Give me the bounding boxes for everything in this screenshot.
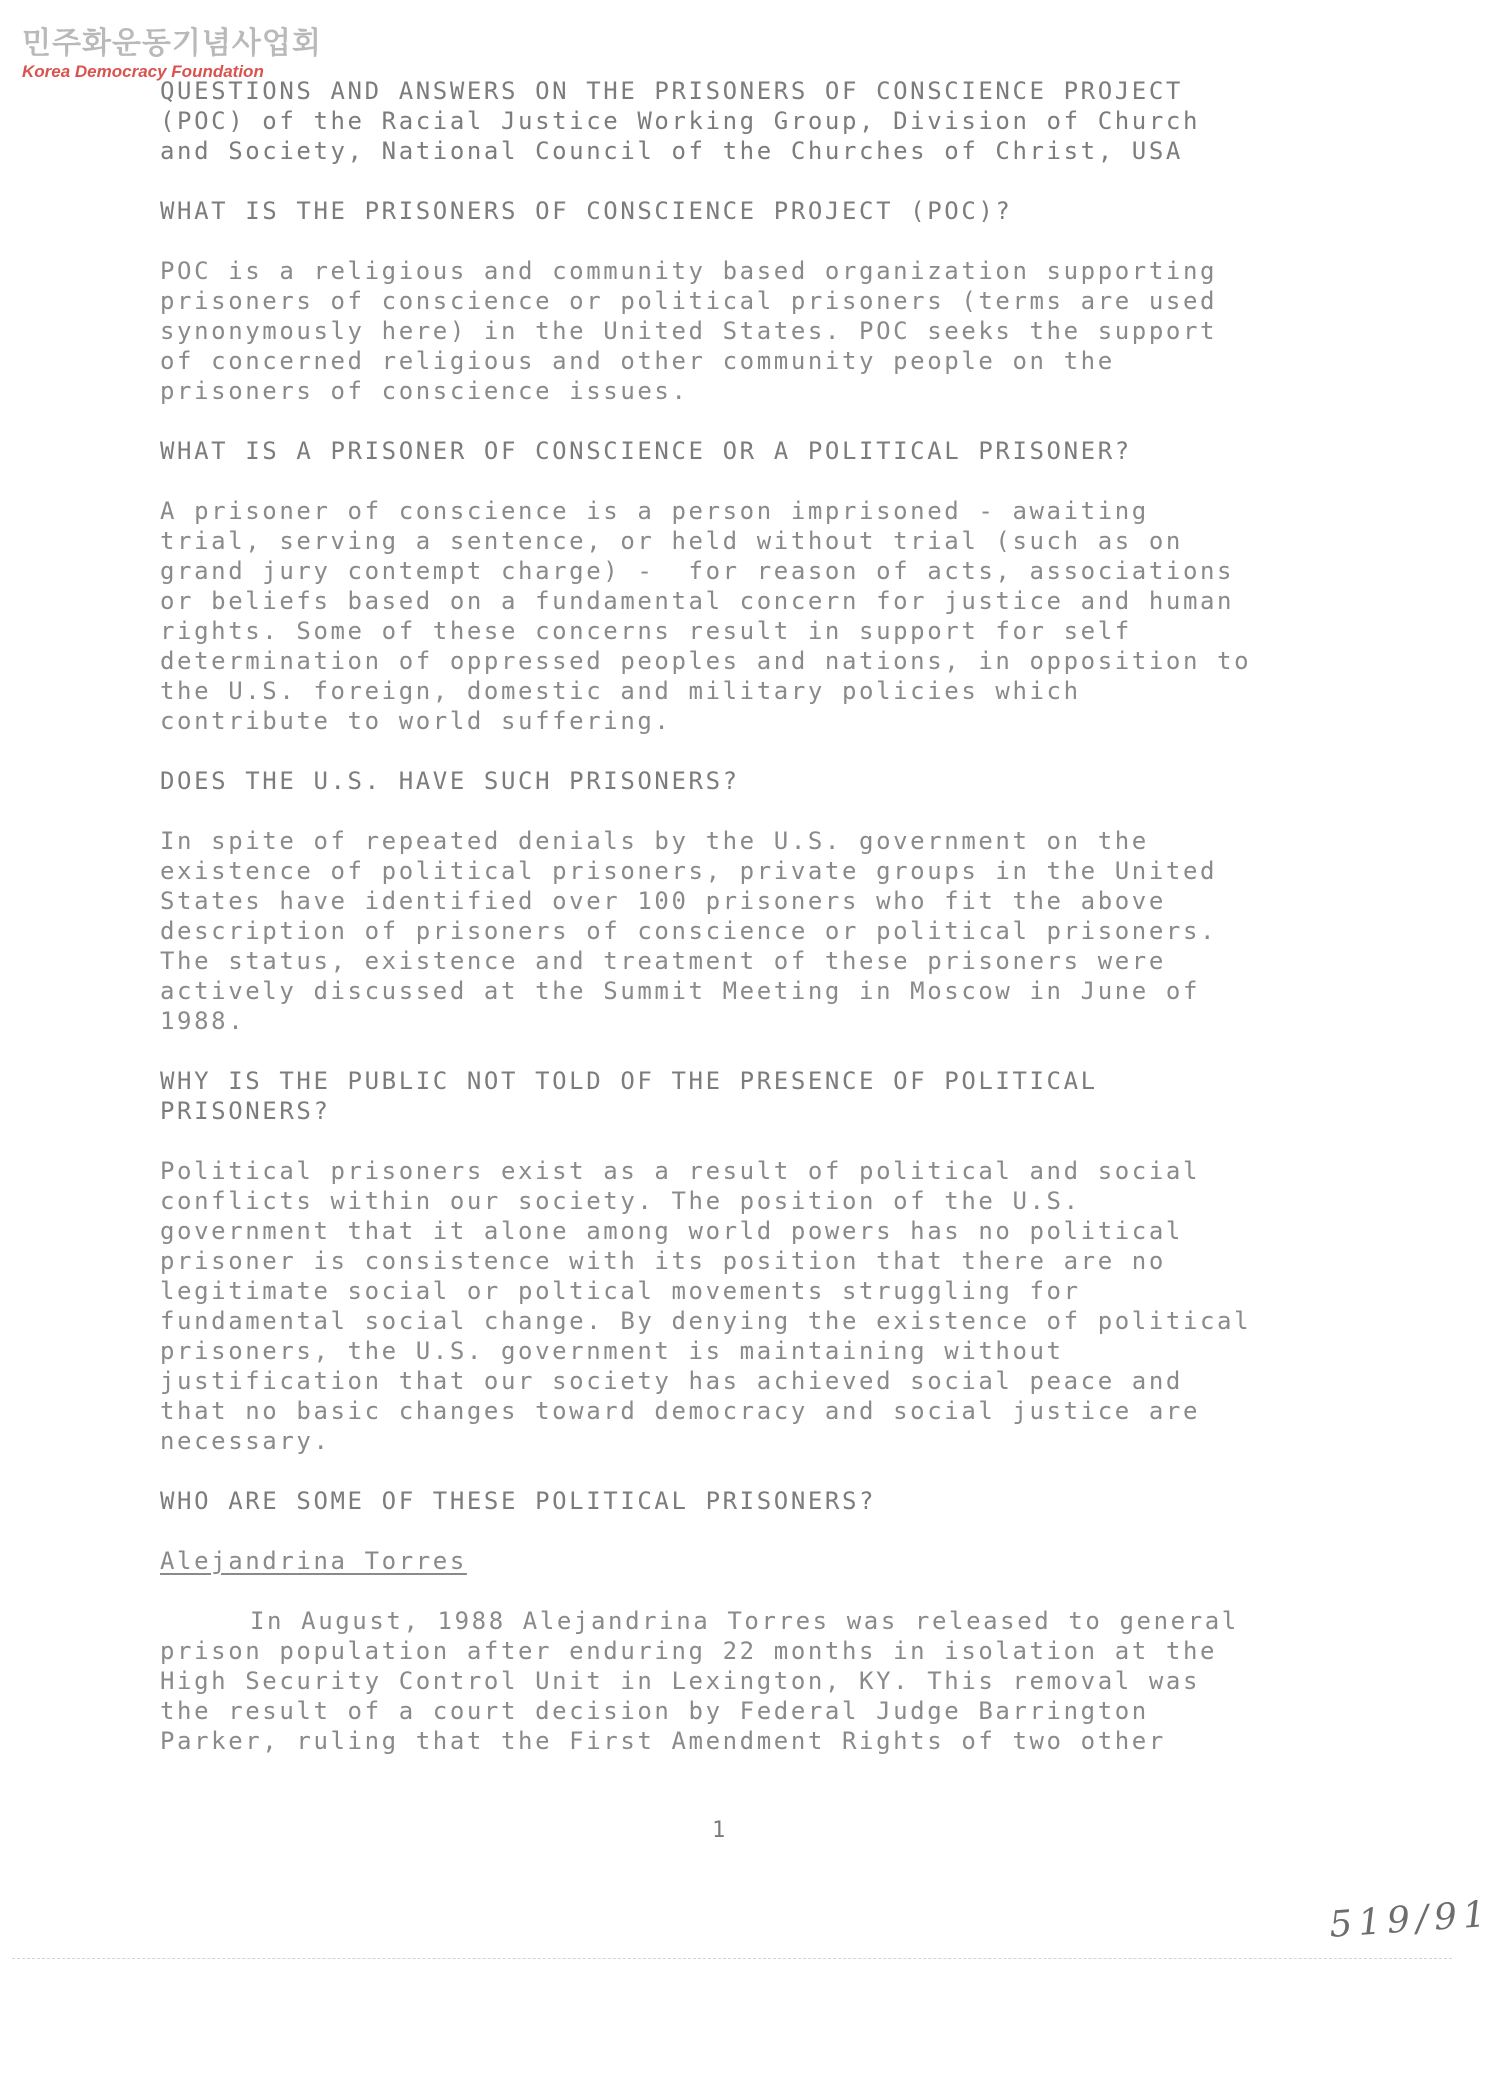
section-body-line: determination of oppressed peoples and nations, in opposition to [160, 647, 1252, 675]
section-body-line: POC is a religious and community based organization supporting [160, 257, 1218, 285]
document-body [160, 76, 1340, 1756]
section-body-line: or beliefs based on a fundamental concern for justice and human [160, 587, 1235, 615]
title-line: (POC) of the Racial Justice Working Group, Division of Church [160, 107, 1201, 135]
subsection-body-line: Parker, ruling that the First Amendment Rights of two other [160, 1727, 1166, 1755]
section-body-line: rights. Some of these concerns result in support for self [160, 617, 1132, 645]
section-body-line: description of prisoners of conscience or political prisoners. [160, 917, 1218, 945]
section-body-line: legitimate social or poltical movements struggling for [160, 1277, 1081, 1305]
section-body-line: In spite of repeated denials by the U.S. government on the [160, 827, 1149, 855]
paragraph-gap [160, 166, 1340, 196]
document-title [160, 76, 1340, 166]
subsection-title: Alejandrina Torres [160, 1547, 467, 1575]
section-body-line: 1988. [160, 1007, 246, 1035]
paragraph-gap [160, 1126, 1340, 1156]
section-body-line: of concerned religious and other community people on the [160, 347, 1115, 375]
subsection-body [160, 1636, 1340, 1756]
qa-sections [160, 166, 1340, 1516]
section-body-line: actively discussed at the Summit Meeting in Moscow in June of [160, 977, 1201, 1005]
section-body-line: States have identified over 100 prisoners who fit the above [160, 887, 1166, 915]
section-body-line: government that it alone among world powers has no political [160, 1217, 1183, 1245]
section-body-line: prisoner is consistence with its position that there are no [160, 1247, 1166, 1275]
section-body-line: grand jury contempt charge) - for reason of acts, associations [160, 557, 1235, 585]
qa-section [160, 166, 1340, 406]
paragraph-gap [160, 736, 1340, 766]
watermark-logo: 민주화운동기념사업회 [22, 26, 322, 61]
paragraph-gap [160, 226, 1340, 256]
title-line: and Society, National Council of the Churches of Christ, USA [160, 137, 1183, 165]
scan-edge-divider [12, 1958, 1452, 1959]
qa-section [160, 736, 1340, 1036]
section-body-line: the U.S. foreign, domestic and military policies which [160, 677, 1081, 705]
subsection-first-line: In August, 1988 Alejandrina Torres was released to general [250, 1607, 1239, 1635]
section-body-line: conflicts within our society. The position of the U.S. [160, 1187, 1081, 1215]
section-heading: WHAT IS A PRISONER OF CONSCIENCE OR A POLITICAL PRISONER? [160, 437, 1132, 465]
paragraph-gap [160, 1036, 1340, 1066]
paragraph-gap [160, 1516, 1340, 1546]
paragraph-gap [160, 466, 1340, 496]
section-heading: WHY IS THE PUBLIC NOT TOLD OF THE PRESENCE OF POLITICAL [160, 1067, 1098, 1095]
section-body-line: prisoners of conscience issues. [160, 377, 689, 405]
section-body-line: justification that our society has achieved social peace and [160, 1367, 1183, 1395]
title-line: QUESTIONS AND ANSWERS ON THE PRISONERS OF CONSCIENCE PROJECT [160, 77, 1183, 105]
section-body-line: prisoners of conscience or political prisoners (terms are used [160, 287, 1218, 315]
section-body-line: The status, existence and treatment of these prisoners were [160, 947, 1166, 975]
subsection-body-line: the result of a court decision by Federal Judge Barrington [160, 1697, 1149, 1725]
qa-section [160, 406, 1340, 736]
paragraph-gap [160, 1576, 1340, 1606]
subsection-body-line: prison population after enduring 22 months in isolation at the [160, 1637, 1218, 1665]
page-number: 1 [712, 1818, 726, 1843]
section-body-line: existence of political prisoners, private groups in the United [160, 857, 1218, 885]
paragraph-gap [160, 406, 1340, 436]
section-body-line: prisoners, the U.S. government is maintaining without [160, 1337, 1064, 1365]
section-body-line: necessary. [160, 1427, 331, 1455]
subsection-body-line: High Security Control Unit in Lexington, KY. This removal was [160, 1667, 1201, 1695]
section-body-line: contribute to world suffering. [160, 707, 672, 735]
section-body-line: synonymously here) in the United States. POC seeks the support [160, 317, 1218, 345]
paragraph-gap [160, 1456, 1340, 1486]
qa-section [160, 1036, 1340, 1456]
section-heading: PRISONERS? [160, 1097, 331, 1125]
paragraph-gap [160, 796, 1340, 826]
watermark-caption: Korea Democracy Foundation [22, 62, 264, 81]
section-heading: WHO ARE SOME OF THESE POLITICAL PRISONERS? [160, 1487, 877, 1515]
handwritten-note: 519/91 [1328, 1893, 1493, 1946]
section-body-line: that no basic changes toward democracy and social justice are [160, 1397, 1201, 1425]
section-heading: DOES THE U.S. HAVE SUCH PRISONERS? [160, 767, 740, 795]
section-heading: WHAT IS THE PRISONERS OF CONSCIENCE PROJECT (POC)? [160, 197, 1013, 225]
section-body-line: A prisoner of conscience is a person imprisoned - awaiting [160, 497, 1149, 525]
section-body-line: fundamental social change. By denying the existence of political [160, 1307, 1252, 1335]
section-body-line: Political prisoners exist as a result of political and social [160, 1157, 1201, 1185]
qa-section [160, 1456, 1340, 1516]
subsection [160, 1516, 1340, 1756]
section-body-line: trial, serving a sentence, or held without trial (such as on [160, 527, 1183, 555]
